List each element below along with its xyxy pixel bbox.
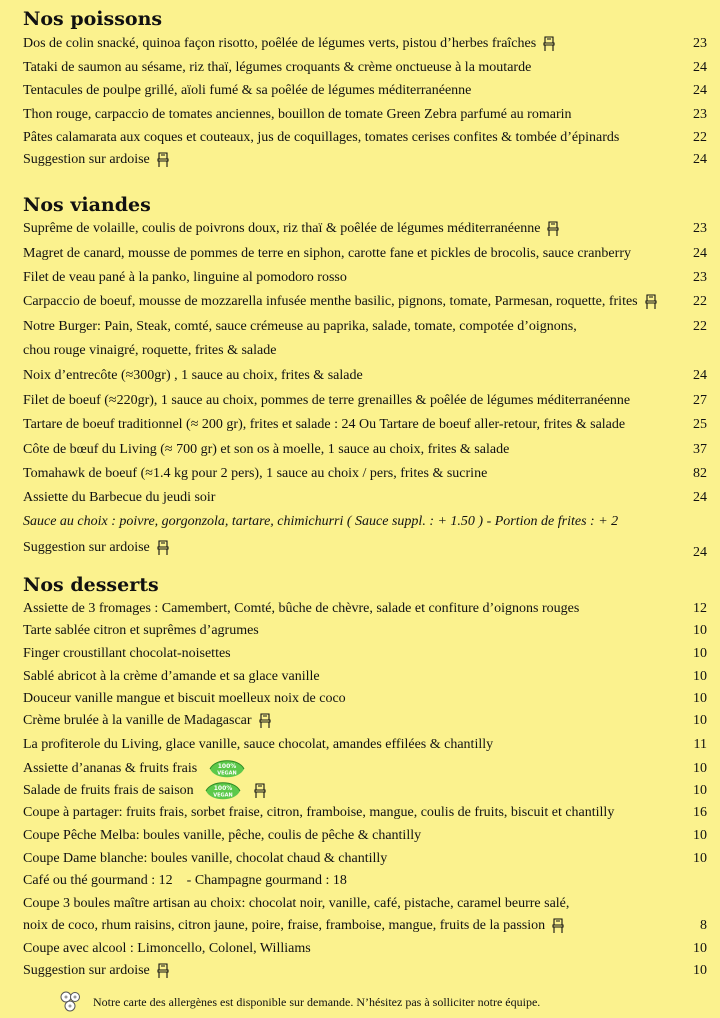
price: 10	[693, 669, 707, 684]
menu-item: Suggestion sur ardoise 24	[23, 535, 707, 561]
menu-item: Assiette d’ananas & fruits frais 100% VEGAN 10	[23, 759, 707, 779]
menu-item: Tarte sablée citron et suprêmes d’agrumes 10	[23, 623, 707, 638]
chair-icon	[156, 963, 170, 979]
price: 24	[693, 368, 707, 383]
menu-item: Coupe à partager: fruits frais, sorbet fraise, citron, framboise, mangue, coulis de fruits, biscuit et chantilly 16	[23, 805, 707, 820]
allergen-icon	[58, 990, 84, 1014]
menu-item: Salade de fruits frais de saison 100% VEGAN 10	[23, 781, 707, 801]
menu-item: Assiette de 3 fromages : Camembert, Comté, bûche de chèvre, salade et confiture d’oignons rouges 12	[23, 601, 707, 616]
price: 11	[693, 737, 707, 752]
price: 82	[693, 466, 707, 481]
menu-item: Tentacules de poulpe grillé, aïoli fumé & sa poêlée de légumes méditerranéenne 24	[23, 83, 707, 98]
vegan-badge-icon	[207, 759, 247, 779]
section-title-desserts: Nos desserts	[23, 574, 159, 596]
menu-item: Notre Burger: Pain, Steak, comté, sauce crémeuse au paprika, salade, tomate, compotée d’oignons, 22	[23, 319, 707, 334]
chair-icon	[546, 221, 560, 237]
chair-icon	[258, 713, 272, 729]
price: 22	[693, 130, 707, 145]
chair-icon	[156, 540, 170, 556]
menu-item: Coupe 3 boules maître artisan au choix: chocolat noir, vanille, café, pistache, caramel beurre salé,	[23, 896, 570, 911]
price: 10	[693, 783, 707, 798]
price: 10	[693, 963, 707, 979]
menu-item: Suggestion sur ardoise 24	[23, 152, 707, 168]
price: 10	[693, 851, 707, 866]
menu-item: Suggestion sur ardoise 10	[23, 963, 707, 979]
menu-item: Coupe Dame blanche: boules vanille, chocolat chaud & chantilly 10	[23, 851, 707, 866]
sauce-note: Sauce au choix : poivre, gorgonzola, tartare, chimichurri ( Sauce suppl. : + 1.50 ) - Portion de frites : + 2	[23, 514, 619, 529]
menu-item: chou rouge vinaigré, roquette, frites & salade	[23, 343, 277, 358]
menu-item: noix de coco, rhum raisins, citron jaune, poire, fraise, framboise, mangue, fruits de la passion 8	[23, 918, 707, 934]
menu-item: Pâtes calamarata aux coques et couteaux, jus de coquillages, tomates cerises confites & tombée d’épinards 22	[23, 130, 707, 145]
allergen-note: Notre carte des allergènes est disponible sur demande. N’hésitez pas à solliciter notre équipe.	[93, 995, 541, 1009]
menu-item: Thon rouge, carpaccio de tomates anciennes, bouillon de tomate Green Zebra parfumé au romarin 23	[23, 107, 707, 122]
menu-item: Filet de veau pané à la panko, linguine al pomodoro rosso 23	[23, 270, 707, 285]
price: 10	[693, 646, 707, 661]
price: 16	[693, 805, 707, 820]
menu-item: Assiette du Barbecue du jeudi soir 24	[23, 490, 707, 505]
price: 10	[693, 941, 707, 956]
price: 24	[693, 246, 707, 261]
price: 10	[693, 828, 707, 843]
menu-item: Finger croustillant chocolat-noisettes 10	[23, 646, 707, 661]
svg-text:100%: 100%	[217, 763, 236, 770]
menu-item: Tomahawk de boeuf (≈1.4 kg pour 2 pers), 1 sauce au choix / pers, frites & sucrine 82	[23, 466, 707, 481]
section-title-poissons: Nos poissons	[23, 8, 163, 30]
chair-icon	[644, 294, 658, 310]
svg-text:VEGAN: VEGAN	[216, 770, 237, 777]
vegan-badge-icon	[203, 781, 243, 801]
price: 24	[693, 83, 707, 98]
price: 23	[693, 107, 707, 122]
menu-item: Coupe Pêche Melba: boules vanille, pêche, coulis de pêche & chantilly 10	[23, 828, 707, 843]
menu-item: Côte de bœuf du Living (≈ 700 gr) et son os à moelle, 1 sauce au choix, frites & salade 37	[23, 442, 707, 457]
price: 37	[693, 442, 707, 457]
menu-item: Dos de colin snacké, quinoa façon risotto, poêlée de légumes verts, pistou d’herbes fraîches 23	[23, 36, 707, 52]
menu-item: Noix d’entrecôte (≈300gr) , 1 sauce au choix, frites & salade 24	[23, 368, 707, 383]
menu-item: Filet de boeuf (≈220gr), 1 sauce au choix, pommes de terre grenailles & poêlée de légumes méditerranéenne 27	[23, 393, 707, 408]
menu-item: Suprême de volaille, coulis de poivrons doux, riz thaï & poêlée de légumes méditerranéenne 23	[23, 221, 707, 237]
price: 12	[693, 601, 707, 616]
menu-item: Douceur vanille mangue et biscuit moelleux noix de coco 10	[23, 691, 707, 706]
price: 24	[693, 152, 707, 168]
price: 23	[693, 270, 707, 285]
menu-item: Carpaccio de boeuf, mousse de mozzarella infusée menthe basilic, pignons, tomate, Parmesan, roquette, frites 22	[23, 294, 707, 310]
price: 10	[693, 691, 707, 706]
menu-item: Magret de canard, mousse de pommes de terre en siphon, carotte fane et pickles de brocolis, sauce cranberry 24	[23, 246, 707, 261]
price: 22	[693, 319, 707, 334]
price: 24	[693, 545, 707, 560]
svg-text:VEGAN: VEGAN	[213, 792, 233, 799]
price: 10	[693, 713, 707, 729]
menu-item: Sablé abricot à la crème d’amande et sa glace vanille 10	[23, 669, 707, 684]
menu-item: Tataki de saumon au sésame, riz thaï, légumes croquants & crème onctueuse à la moutarde 24	[23, 60, 707, 75]
menu-item: La profiterole du Living, glace vanille, sauce chocolat, amandes effilées & chantilly 11	[23, 737, 707, 752]
chair-icon	[156, 152, 170, 168]
price: 24	[693, 490, 707, 505]
menu-item: Coupe avec alcool : Limoncello, Colonel, Williams 10	[23, 941, 707, 956]
price: 23	[693, 221, 707, 237]
price: 25	[693, 417, 707, 432]
chair-icon	[542, 36, 556, 52]
section-title-viandes: Nos viandes	[23, 194, 151, 216]
price: 8	[700, 918, 707, 934]
price: 27	[693, 393, 707, 408]
price: 10	[693, 761, 707, 776]
price: 24	[693, 60, 707, 75]
menu-item: Crème brulée à la vanille de Madagascar 10	[23, 713, 707, 729]
menu-item: Café ou thé gourmand : 12 - Champagne gourmand : 18	[23, 873, 347, 888]
price: 23	[693, 36, 707, 52]
price: 10	[693, 623, 707, 638]
menu-item: Tartare de boeuf traditionnel (≈ 200 gr), frites et salade : 24 Ou Tartare de boeuf aller-retour, frites & salade 25	[23, 417, 707, 432]
svg-text:100%: 100%	[213, 785, 233, 792]
chair-icon	[253, 783, 267, 799]
chair-icon	[551, 918, 565, 934]
price: 22	[693, 294, 707, 310]
